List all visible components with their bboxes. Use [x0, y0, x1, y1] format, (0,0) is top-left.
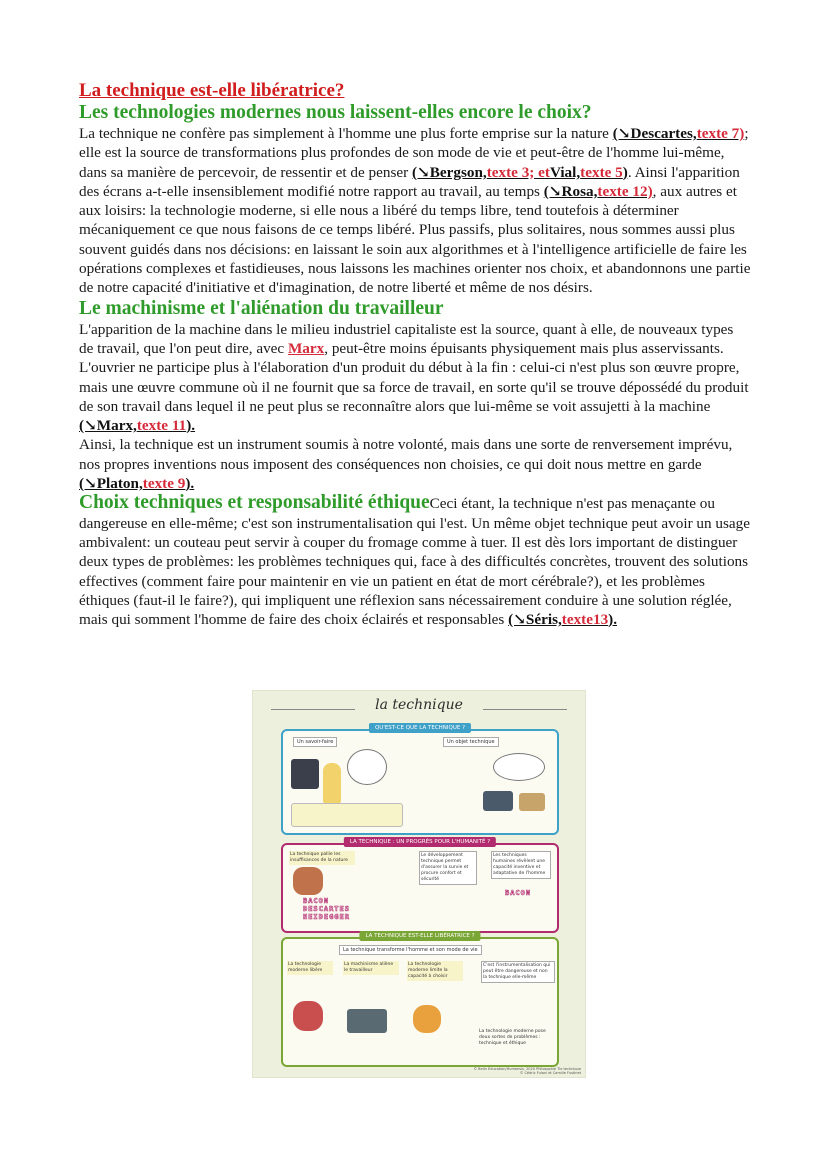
infographic-title: la technique	[253, 697, 585, 713]
note-developpement: Le développement technique permet d'assurer la survie et procure confort et sécurité	[419, 851, 477, 885]
ref-descartes[interactable]: (↘Descartes,texte 7)	[612, 125, 745, 142]
panel-band-2: LA TECHNIQUE : UN PROGRÈS POUR L'HUMANITÉ ?	[344, 837, 496, 847]
name-heidegger: HEIDEGGER	[303, 913, 350, 921]
person-2-illustration	[413, 1005, 441, 1033]
name-descartes: DESCARTES	[303, 905, 350, 913]
speech-bubble-2	[493, 753, 545, 781]
panel-quest-ce-que-la-technique	[281, 725, 559, 835]
paragraph-ainsi: Ainsi, la technique est un instrument soumis à notre volonté, mais dans une sorte de renversement imprévu, nos propres inventions nous imposent des conséquences non choisies, ce qui doit nous mettre en garde (↘Platon,texte 9).	[79, 436, 733, 493]
speech-bubble	[347, 749, 387, 785]
note-insuffisances: La technique pallie les insuffisances de la nature	[289, 851, 355, 865]
section-heading-machinisme: Le machinisme et l'aliénation du travailleur	[79, 297, 444, 319]
name-bacon-right: BACON	[505, 889, 532, 897]
document-body	[79, 80, 751, 629]
machine-2-illustration	[347, 1009, 387, 1033]
paragraph-technologies: La technique ne confère pas simplement à l'homme une plus forte emprise sur la nature (↘Descartes,texte 7); elle est la source de transformations plus profondes de son mode de vie et peut-être de l'homme lui-même, dans sa manière de percevoir, de ressentir et de penser (↘Bergson,texte 3; etVial,texte 5). Ainsi l'apparition des écrans a-t-elle insensiblement modifié notre rapport au travail, au temps (↘Rosa,texte 12), aux autres et aux loisirs: la technologie moderne, si elle nous a libéré du temps libre, tend toutefois à déterminer mécaniquement ce que nous faisons de ce temps libéré. Plus passifs, plus solitaires, nous sommes aussi plus souvent guidés dans nos décisions: en laissant le soin aux algorithmes et à l'intelligence artificielle de faire les opérations complexes et fastidieuses, nous laissons les machines orienter nos choix, et abandonnons une partie de notre capacité d'initiative et d'imagination, de notre liberté et même de nos désirs.	[79, 125, 751, 297]
ref-platon[interactable]: (↘Platon,texte 9).	[79, 475, 195, 493]
page-title: La technique est-elle libératrice?	[79, 80, 345, 101]
section-heading-technologies: Les technologies modernes nous laissent-elles encore le choix?	[79, 102, 592, 123]
label-transforme: La technique transforme l'homme et son mode de vie	[339, 945, 482, 955]
panel-band-1: QU'EST-CE QUE LA TECHNIQUE ?	[369, 723, 471, 733]
hammer-illustration	[519, 793, 545, 811]
person-1-illustration	[293, 1001, 323, 1031]
note-inventive: Les techniques humaines révèlent une capacité inventive et adaptative de l'homme	[491, 851, 551, 879]
paragraph-choix: Choix techniques et responsabilité éthiqueCeci étant, la technique n'est pas menaçante ou dangereuse en elle-même; c'est son instrumentalisation qui l'est. Un même objet technique peut avoir un usage ambivalent: un couteau peut servir à couper du fromage comme à tuer. Il est dès lors important de distinguer deux types de problèmes: les problèmes techniques qui, face à des difficultés concrètes, trouvent des solutions effectives (comment faire pour maintenir en vie un patient en état de mort cérébrale?), et les problèmes éthiques (faut-il le faire?), qui impliquent une réflexion sans nécessairement conduire à une solution réglée, mais qui somment l'homme de faire des choix éclairés et responsables (↘Séris,texte13).	[79, 492, 750, 629]
ref-bergson[interactable]: (↘Bergson,texte 3; etVial,texte 5)	[411, 163, 628, 181]
person-illustration	[323, 763, 341, 803]
prehistoric-illustration	[293, 867, 323, 895]
machine-illustration	[291, 759, 319, 789]
note-problemes: La technologie moderne pose deux sortes de problèmes : technique et éthique	[479, 1029, 546, 1046]
label-objet-technique: Un objet technique	[443, 737, 499, 747]
panel-band-3: LA TECHNIQUE EST-ELLE LIBÉRATRICE ?	[359, 931, 480, 941]
note-instrumentalisation: C'est l'instrumentalisation qui peut être dangereuse et non la technique elle-même	[481, 961, 555, 983]
ref-rosa[interactable]: (↘Rosa,texte 12)	[543, 182, 653, 200]
name-bacon: BACON	[303, 897, 330, 905]
computer-illustration	[483, 791, 513, 811]
panel-technique-liberatrice	[281, 933, 559, 1067]
paragraph-machinisme: L'apparition de la machine dans le milieu industriel capitaliste est la source, quant à elle, de nouveaux types de travail, que l'on peut dire, avec Marx, peut-être moins épuisants physiquement mais plus asservissants. L'ouvrier ne participe plus à l'élaboration d'un produit du début à la fin : celui-ci n'est plus son œuvre propre, mais une œuvre commune où il ne fournit que sa force de travail, en sorte qu'il se trouve dépossédé du produit de son travail dans lequel il ne peut plus se reconnaître alors que lui-même se voit assujetti à la machine (↘Marx,texte 11).	[79, 320, 749, 435]
note-aliene: La machinisme aliène le travailleur	[343, 961, 399, 975]
label-savoir-faire: Un savoir-faire	[293, 737, 337, 747]
note-box	[291, 803, 403, 827]
section-heading-choix: Choix techniques et responsabilité éthique	[79, 492, 430, 514]
infographic-credit: © Belin Education/Humensis, 2020 Philosophie Tle technique © Cédric Fulani et Camille Fustinet	[473, 1067, 581, 1075]
note-choisir: La technologie moderne limite la capacité à choisir	[407, 961, 463, 981]
ref-seris[interactable]: (↘Séris,texte13).	[508, 611, 618, 629]
ref-marx[interactable]: (↘Marx,texte 11).	[79, 417, 196, 435]
panel-progres-humanite	[281, 839, 559, 933]
note-libere: La technologie moderne libère	[287, 961, 333, 975]
infographic-la-technique	[252, 690, 586, 1078]
link-marx[interactable]: Marx	[287, 339, 325, 357]
